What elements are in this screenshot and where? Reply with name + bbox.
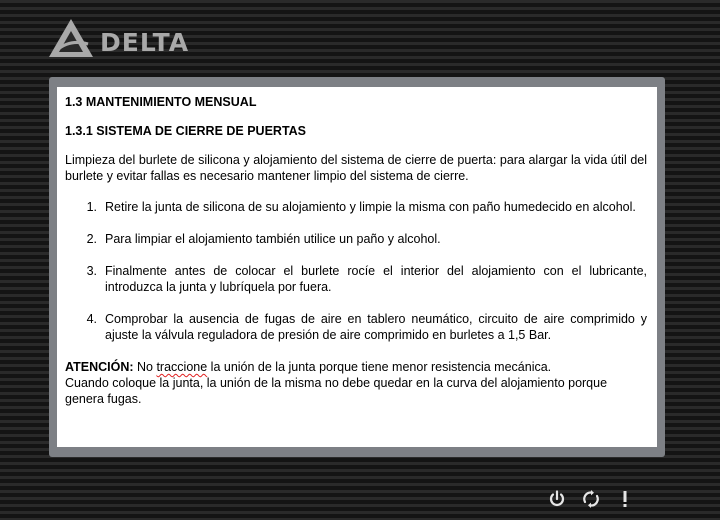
refresh-button[interactable]	[580, 488, 602, 510]
step-text: Para limpiar el alojamiento también utilice un paño y alcohol.	[105, 232, 441, 246]
step-text: Comprobar la ausencia de fugas de aire en tablero neumático, circuito de aire comprimido y ajuste la válvula reguladora de presión de aire comprimido en burletes a 1,5 Bar.	[105, 312, 647, 342]
step-item	[65, 231, 647, 247]
step-text: Finalmente antes de colocar el burlete rocíe el interior del alojamiento con el lubricante, introduzca la junta y lubríquela por fuera.	[105, 264, 647, 294]
warning-marked-word: traccione	[156, 360, 208, 374]
section-subheading: 1.3.1 SISTEMA DE CIERRE DE PUERTAS	[65, 124, 307, 138]
power-button[interactable]	[546, 488, 568, 510]
step-item	[65, 263, 647, 295]
warning-text-after: la unión de la junta porque tiene menor resistencia mecánica.	[207, 360, 552, 374]
alert-icon	[620, 490, 630, 508]
warning-note	[65, 359, 647, 407]
step-number: 3.	[86, 264, 97, 278]
intro-paragraph: Limpieza del burlete de silicona y alojamiento del sistema de cierre de puerta: para alargar la vida útil del burlete y evitar fallas es necesario mantener limpio del sistema de cierre.	[65, 153, 647, 183]
maintenance-steps	[65, 199, 647, 343]
step-number: 4.	[86, 312, 97, 326]
warning-label: ATENCIÓN:	[65, 360, 134, 374]
alert-button[interactable]	[614, 488, 636, 510]
power-icon	[548, 490, 566, 508]
warning-line-2: Cuando coloque la junta, la unión de la misma no debe quedar en la curva del alojamiento porque genera fugas.	[65, 376, 608, 406]
step-number: 1.	[86, 200, 97, 214]
step-text: Retire la junta de silicona de su alojamiento y limpie la misma con paño humedecido en alcohol.	[105, 200, 636, 214]
refresh-icon	[582, 490, 600, 508]
step-number: 2.	[86, 232, 97, 246]
brand-name: DELTA	[100, 27, 190, 57]
step-item	[65, 199, 647, 215]
warning-text-before: No	[133, 360, 157, 374]
delta-logo	[48, 16, 189, 60]
bottom-controls	[546, 488, 636, 510]
document-page	[57, 87, 657, 447]
section-heading: 1.3 MANTENIMIENTO MENSUAL	[65, 95, 257, 109]
delta-triangle-icon	[48, 17, 94, 59]
step-item	[65, 311, 647, 343]
